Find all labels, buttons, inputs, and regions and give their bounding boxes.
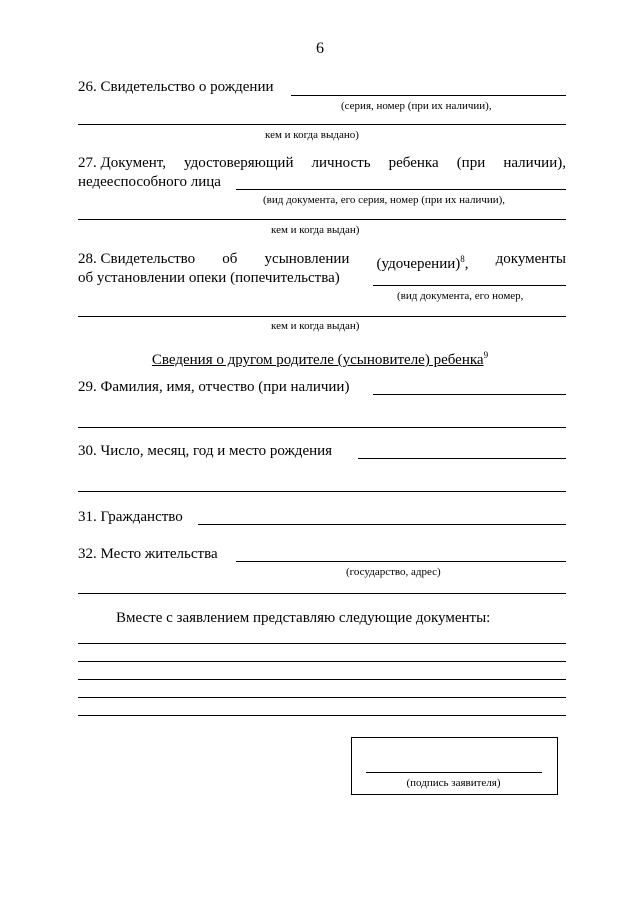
item-28-hint-2: кем и когда выдан) — [271, 320, 360, 332]
item-27-hint-2: кем и когда выдан) — [271, 224, 360, 236]
item-30-field-2[interactable] — [78, 491, 566, 492]
item-26-hint-1: (серия, номер (при их наличии), — [341, 100, 492, 112]
signature-hint: (подпись заявителя) — [406, 777, 501, 789]
documents-line[interactable] — [78, 643, 566, 644]
item-28-hint-1: (вид документа, его номер, — [397, 290, 524, 302]
item-28-field[interactable] — [373, 285, 566, 286]
item-30-label: 30. Число, месяц, год и место рождения — [78, 443, 333, 459]
item-27-word: ребенка — [388, 155, 439, 171]
item-31-field[interactable] — [198, 524, 566, 525]
item-28-word: 28. Свидетельство — [78, 251, 196, 267]
item-32-field-2[interactable] — [78, 593, 566, 594]
item-27-word: (при — [456, 155, 486, 171]
item-28-field-2[interactable] — [78, 316, 566, 317]
item-26-field-2[interactable] — [78, 124, 566, 125]
item-30-field[interactable] — [358, 458, 566, 459]
item-27-word: удостоверяющий — [184, 155, 294, 171]
item-28-word: усыновлении — [264, 251, 350, 267]
item-26-label: 26. Свидетельство о рождении — [78, 79, 274, 95]
footnote-8: 8 — [460, 254, 465, 264]
footnote-9: 9 — [483, 350, 489, 360]
page-number: 6 — [316, 40, 324, 57]
item-27-line-1 — [78, 154, 566, 172]
section-title: Сведения о другом родителе (усыновителе) ребенка — [151, 352, 484, 368]
item-31-label: 31. Гражданство — [78, 509, 183, 525]
item-29-field-2[interactable] — [78, 427, 566, 428]
documents-line[interactable] — [78, 697, 566, 698]
documents-line[interactable] — [78, 715, 566, 716]
item-28-word: документы — [495, 251, 566, 267]
item-29-field[interactable] — [373, 394, 566, 395]
item-26-field[interactable] — [291, 95, 566, 96]
documents-heading: Вместе с заявлением представляю следующие документы: — [116, 610, 491, 626]
item-28-word-with-footnote: (удочерении)$^8$, — [376, 254, 469, 272]
item-27-word: 27. Документ, — [78, 155, 166, 171]
item-28-line-2: об установлении опеки (попечительства) — [78, 270, 340, 286]
item-26-hint-2: кем и когда выдано) — [265, 129, 359, 141]
item-27-word: наличии), — [503, 155, 566, 171]
item-32-label: 32. Место жительства — [78, 546, 218, 562]
item-32-field[interactable] — [236, 561, 566, 562]
item-29-label: 29. Фамилия, имя, отчество (при наличии) — [78, 379, 350, 395]
item-27-word: личность — [311, 155, 371, 171]
item-27-line-2: недееспособного лица — [78, 174, 221, 190]
documents-line[interactable] — [78, 661, 566, 662]
item-27-hint-1: (вид документа, его серия, номер (при их наличии), — [263, 194, 506, 206]
documents-line[interactable] — [78, 679, 566, 680]
item-27-field-2[interactable] — [78, 219, 566, 220]
item-28-word: об — [222, 251, 238, 267]
item-27-field[interactable] — [236, 189, 566, 190]
signature-line[interactable] — [366, 772, 542, 773]
section-heading — [0, 346, 640, 369]
item-32-hint: (государство, адрес) — [346, 566, 441, 578]
